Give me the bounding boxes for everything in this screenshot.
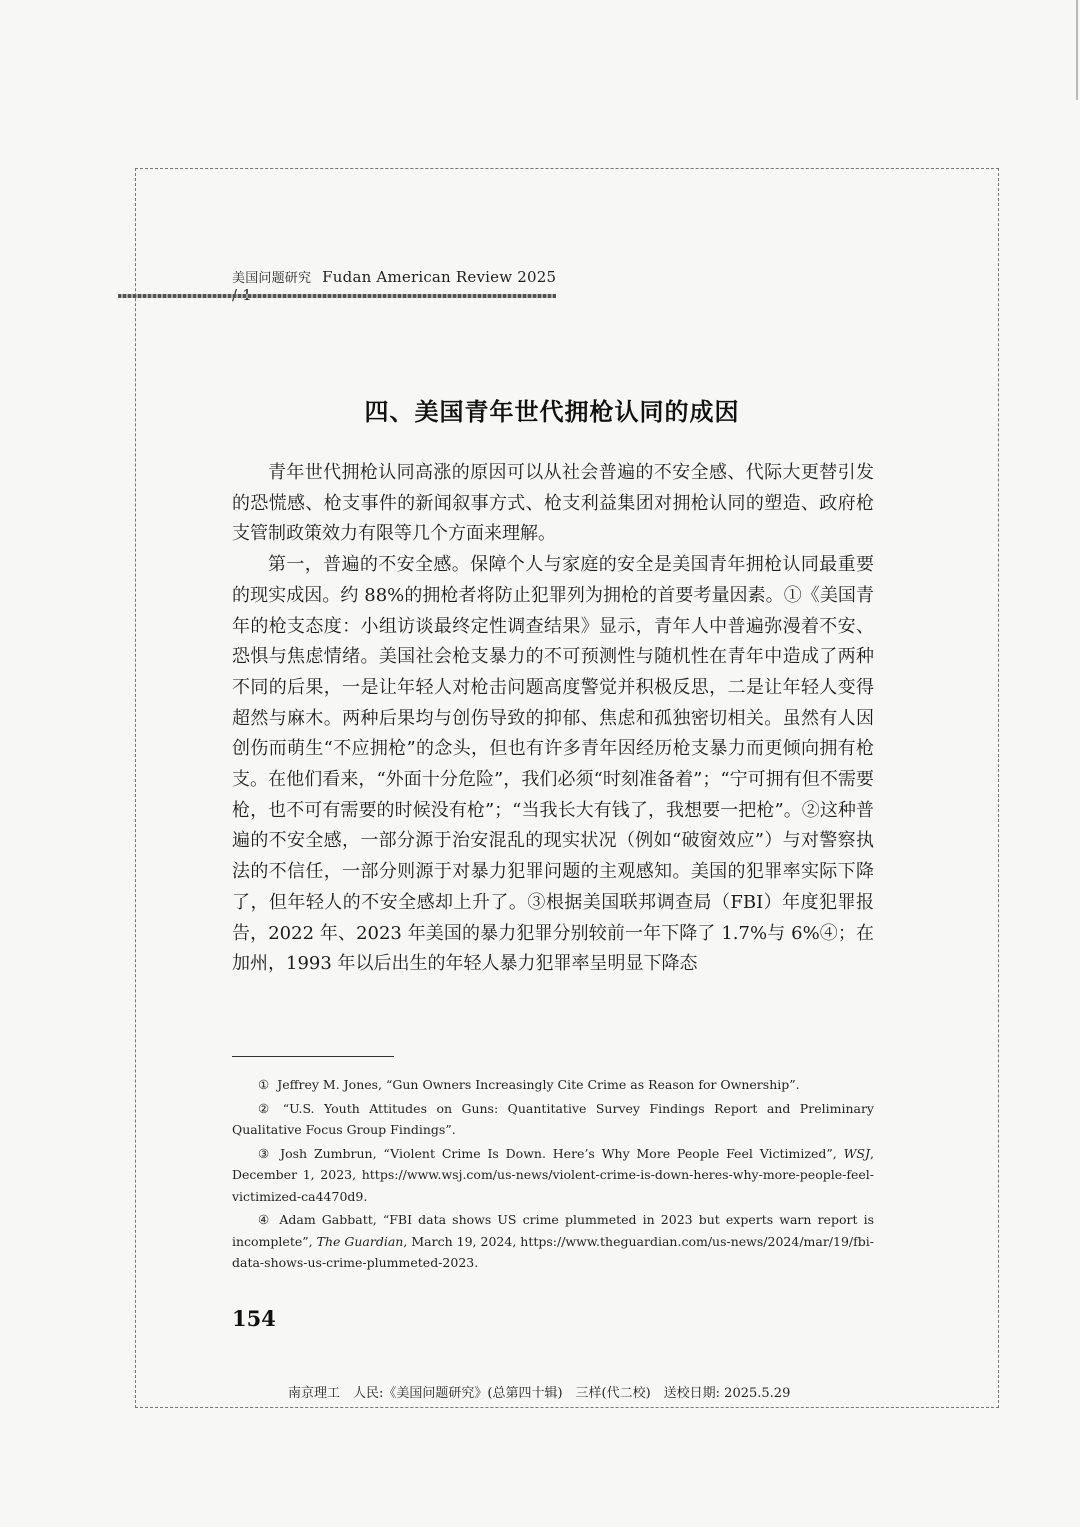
footnote-mark: ③ [258,1145,273,1161]
scan-edge-mark [1076,0,1078,100]
footnotes [232,1074,874,1276]
footnote-source: WSJ [843,1145,871,1161]
body-text [232,458,874,980]
section-title: 四、美国青年世代拥枪认同的成因 [364,397,740,426]
footnote-mark: ④ [258,1212,272,1227]
journal-title-en: Fudan American Review 2025 [322,268,557,286]
footnote-source: The Guardian [316,1233,404,1249]
header-rule [118,294,556,298]
footnote-text: Jeffrey M. Jones, “Gun Owners Increasingly Cite Crime as Reason for Ownership”. [277,1077,800,1092]
footnote-2 [232,1098,874,1141]
footnote-text: “U.S. Youth Attitudes on Guns: Quantitative Survey Findings Report and Preliminary Qualitative Focus Group Findings”. [232,1100,874,1137]
footnote-text-tail: , December 1, 2023, https://www.wsj.com/us-news/violent-crime-is-down-heres-why-more-people-feel-victimized-ca4470d9. [232,1145,874,1204]
running-header [232,267,562,304]
footnote-4 [232,1209,874,1274]
footnote-rule [232,1056,394,1057]
footnote-1 [232,1074,874,1096]
footnote-3 [232,1143,874,1208]
footnote-mark: ① [258,1077,270,1092]
footnote-text: Adam Gabbatt, “FBI data shows US crime plummeted in 2023 but experts warn report is incomplete”, [232,1212,874,1249]
footnote-text: Josh Zumbrun, “Violent Crime Is Down. Here’s Why More People Feel Victimized”, [280,1145,844,1161]
footnote-mark: ② [258,1100,275,1116]
footnote-text-tail: , March 19, 2024, https://www.theguardian.com/us-news/2024/mar/19/fbi-data-shows-us-crime-plummeted-2023. [232,1233,874,1270]
journal-title-cn: 美国问题研究 [232,271,312,286]
paragraph-insecurity: 第一，普遍的不安全感。保障个人与家庭的安全是美国青年拥枪认同最重要的现实成因。约 88%的拥枪者将防止犯罪列为拥枪的首要考量因素。①《美国青年的枪支态度：小组访谈最终定性调查结果》显示，青年人中普遍弥漫着不安、恐惧与焦虑情绪。美国社会枪支暴力的不可预测性与随机性在青年中造成了两种不同的后果，一是让年轻人对枪击问题高度警觉并积极反思，二是让年轻人变得超然与麻木。两种后果均与创伤导致的抑郁、焦虑和孤独密切相关。虽然有人因创伤而萌生“不应拥枪”的念头，但也有许多青年因经历枪支暴力而更倾向拥有枪支。在他们看来，“外面十分危险”，我们必须“时刻准备着”；“宁可拥有但不需要枪，也不可有需要的时候没有枪”；“当我长大有钱了，我想要一把枪”。②这种普遍的不安全感，一部分源于治安混乱的现实状况（例如“破窗效应”）与对警察执法的不信任，一部分则源于对暴力犯罪问题的主观感知。美国的犯罪率实际下降了，但年轻人的不安全感却上升了。③根据美国联邦调查局（FBI）年度犯罪报告，2022 年、2023 年美国的暴力犯罪分别较前一年下降了 1.7%与 6%④；在加州，1993 年以后出生的年轻人暴力犯罪率呈明显下降态 [232,554,874,975]
paragraph-intro: 青年世代拥枪认同高涨的原因可以从社会普遍的不安全感、代际大更替引发的恐慌感、枪支事件的新闻叙事方式、枪支利益集团对拥枪认同的塑造、政府枪支管制政策效力有限等几个方面来理解。 [232,462,874,545]
proof-note: 南京理工 人民:《美国问题研究》(总第四十辑) 三样(代二校) 送校日期: 2025.5.29 [288,1386,791,1401]
page-number: 154 [232,1306,276,1331]
